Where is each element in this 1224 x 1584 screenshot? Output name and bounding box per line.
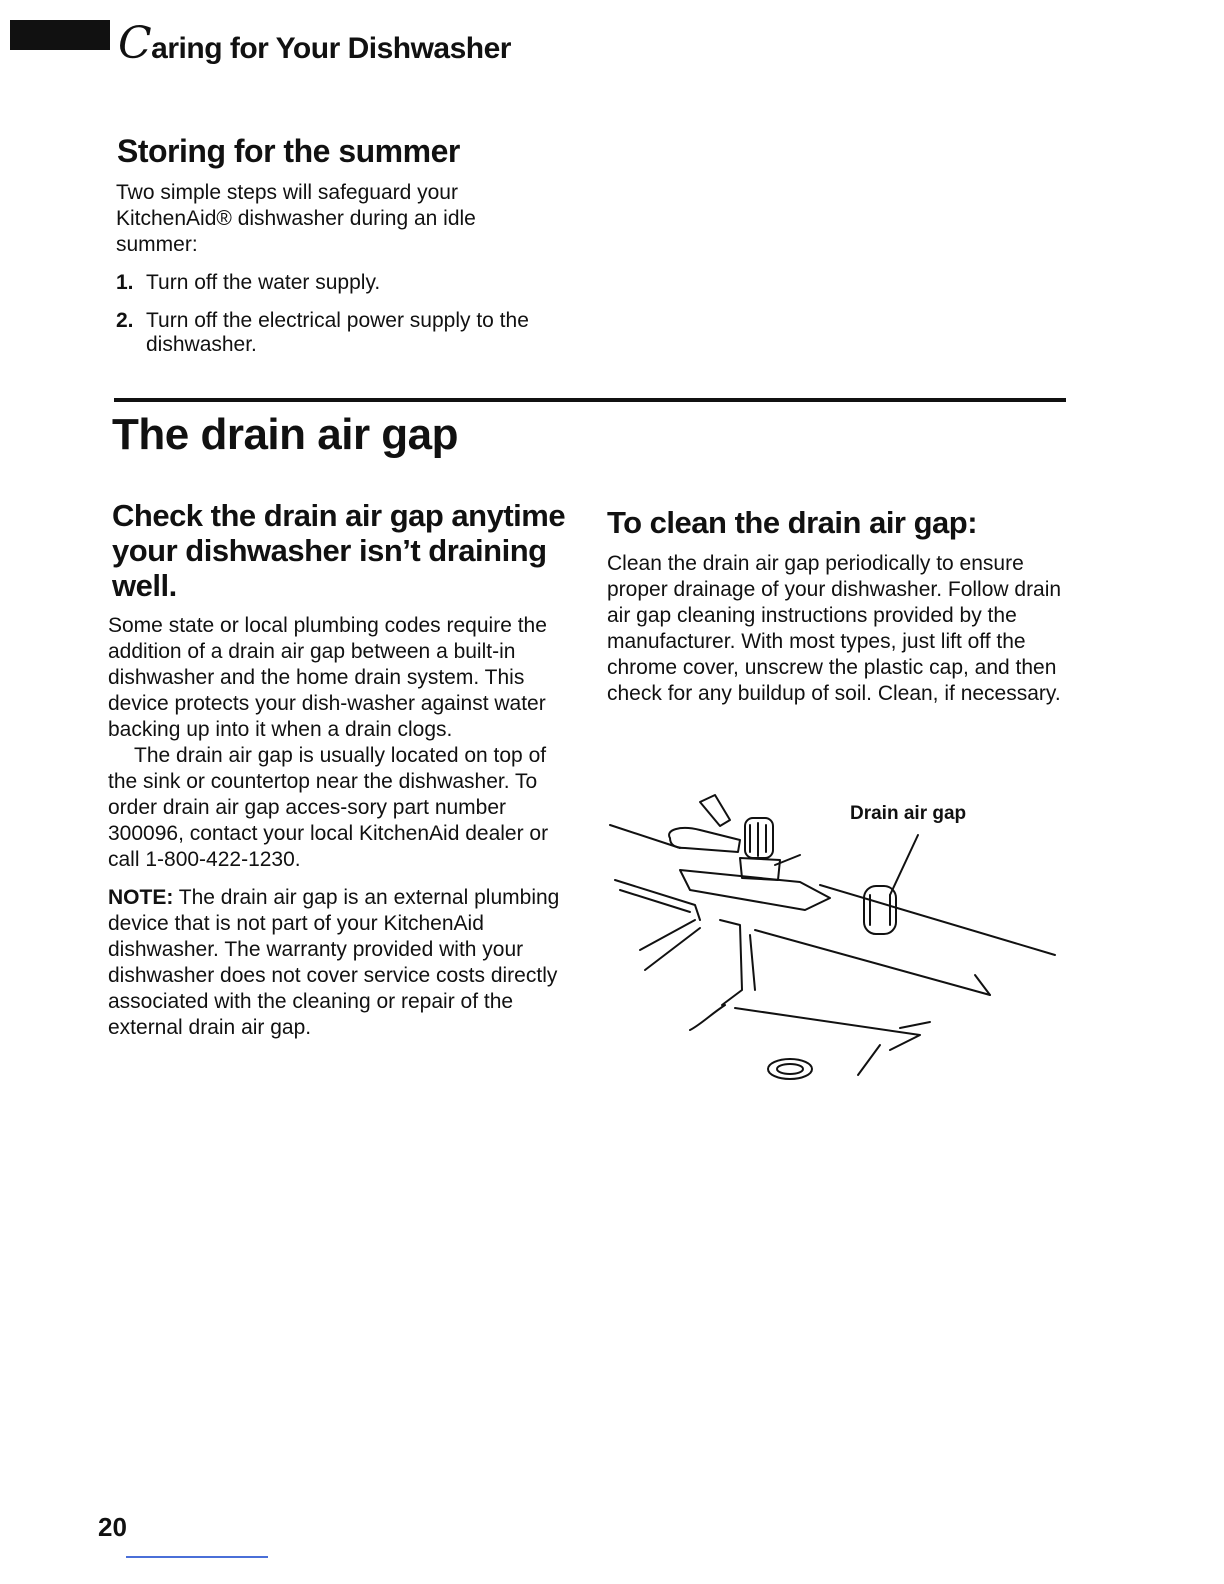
clean-drain-body: Clean the drain air gap periodically to ensure proper drainage of your dishwasher. Follow drain air gap cleaning instructions provided by the manufacturer. With most types, just lift off the chrome cover, unscrew the plastic cap, and then check for any buildup of soil. Clean, if necessary. bbox=[607, 552, 1062, 705]
check-drain-body bbox=[108, 613, 578, 1041]
sink-illustration bbox=[600, 790, 1070, 1090]
list-item bbox=[116, 271, 586, 295]
note-text: The drain air gap is an external plumbing device that is not part of your KitchenAid dishwasher. The warranty provided with your dishwasher does not cover service costs directly associated with the cleaning or repair of the external drain air gap. bbox=[108, 886, 560, 1039]
drain-air-gap-callout: Drain air gap bbox=[850, 803, 967, 824]
codes-paragraph: Some state or local plumbing codes require the addition of a drain air gap between a built-in dishwasher and the home drain system. This device protects your dish-washer against water backing up into it when a drain clogs. bbox=[108, 614, 547, 741]
check-drain-heading: Check the drain air gap anytime your dishwasher isn’t draining well. bbox=[112, 498, 566, 603]
step-text: Turn off the electrical power supply to the dishwasher. bbox=[146, 309, 529, 356]
storing-section-title: Storing for the summer bbox=[117, 133, 460, 169]
header-title-initial: C bbox=[118, 18, 152, 69]
storing-intro: Two simple steps will safeguard your KitchenAid® dishwasher during an idle summer: bbox=[116, 181, 476, 256]
storing-steps-list bbox=[116, 271, 586, 371]
note-paragraph bbox=[108, 885, 578, 1041]
page-header-title bbox=[118, 18, 511, 69]
page-number: 20 bbox=[98, 1512, 127, 1542]
footer-line bbox=[126, 1556, 268, 1558]
clean-drain-heading: To clean the drain air gap: bbox=[607, 505, 978, 540]
location-paragraph: The drain air gap is usually located on top of the sink or countertop near the dishwasher. To order drain air gap acces-sory part number 300096, contact your local KitchenAid dealer or call 1-800-422-1230. bbox=[108, 744, 549, 871]
list-item bbox=[116, 309, 586, 357]
step-text: Turn off the water supply. bbox=[146, 271, 381, 294]
note-label: NOTE: bbox=[108, 886, 174, 909]
header-title-rest: aring for Your Dishwasher bbox=[151, 32, 511, 65]
faucet-drawing bbox=[669, 795, 830, 910]
air-gap-device bbox=[864, 835, 918, 934]
section-divider bbox=[114, 398, 1066, 402]
step-number: 2. bbox=[116, 309, 134, 332]
step-number: 1. bbox=[116, 271, 134, 294]
brand-logo bbox=[10, 20, 110, 50]
drain-air-gap-title: The drain air gap bbox=[112, 410, 459, 459]
sink-basin bbox=[690, 920, 990, 1079]
